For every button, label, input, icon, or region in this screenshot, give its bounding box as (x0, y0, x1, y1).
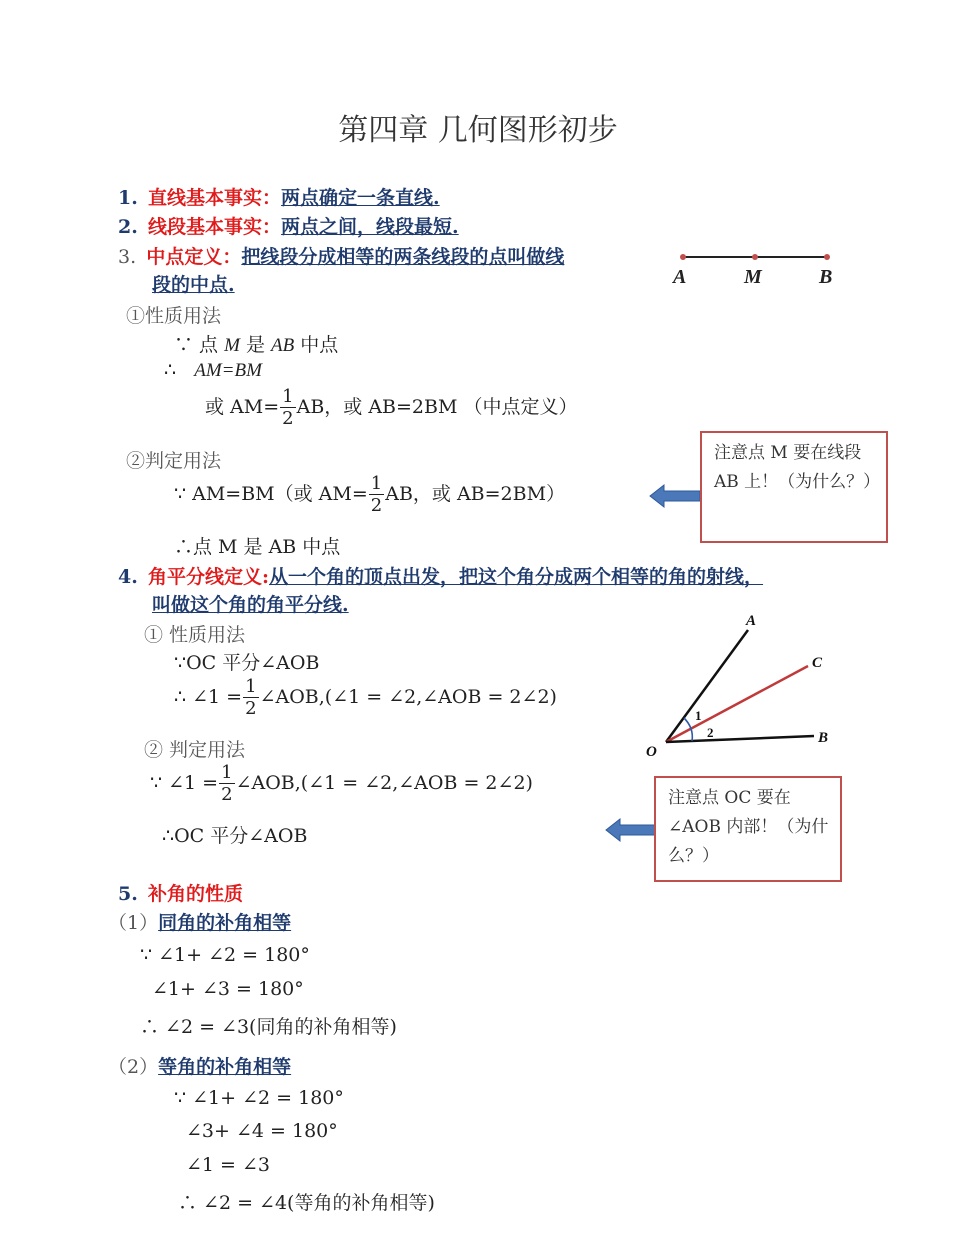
proof-line: ∵ AM=BM（或 AM= $\frac{1}{2}$ AB，或 AB=2BM） (174, 473, 566, 516)
proof-line: ∵ 点 M 是 AB 中点 (174, 334, 339, 356)
section-body-continued: 叫做这个角的角平分线. (152, 594, 349, 616)
section-body: 从一个角的顶点出发，把这个角分成两个相等的角的射线， (269, 566, 764, 588)
proof-line: ∵ ∠1 = $\frac{1}{2}$ ∠AOB,(∠1 = ∠2,∠AOB = 2∠2) (150, 762, 533, 805)
ray-oc (666, 666, 808, 742)
label-c: C (812, 655, 823, 671)
label-o: O (646, 744, 657, 760)
section-3 (118, 242, 564, 269)
label-a: A (746, 613, 757, 629)
section-body: 两点确定一条直线. (281, 187, 440, 209)
page-title: 第四章 几何图形初步 (338, 113, 618, 148)
section-number: 5. (118, 883, 138, 905)
proof-line: ∵ ∠1+ ∠2 = 180° (174, 1087, 344, 1109)
section-heading: 直线基本事实： (148, 187, 282, 209)
proof-line: ∴ ∠2 = ∠3(同角的补角相等) (140, 1016, 397, 1038)
section-body: 两点之间，线段最短. (281, 216, 459, 238)
ray-ob (666, 736, 814, 742)
angle-1-label: 1 (695, 708, 702, 723)
proof-line: ∴ ∠2 = ∠4(等角的补角相等) (178, 1192, 435, 1214)
subsection-title: 同角的补角相等 (158, 912, 292, 934)
judgement-usage-label: ②判定用法 (126, 450, 222, 472)
proof-line: ∴ ∠1 = $\frac{1}{2}$ ∠AOB,(∠1 = ∠2,∠AOB = 2∠2) (174, 676, 557, 719)
label-b: B (818, 730, 829, 746)
subsection-title: 等角的补角相等 (158, 1056, 292, 1078)
section-1 (118, 183, 440, 210)
section-number: 4. (118, 566, 138, 588)
note-box-bisector: 注意点 OC 要在∠AOB 内部！（为什么？） (654, 776, 842, 882)
proof-line: ∴点 M 是 AB 中点 (174, 536, 341, 558)
angle-2-label: 2 (707, 725, 714, 740)
proof-line: ∠1+ ∠3 = 180° (152, 978, 304, 1000)
proof-line: ∠1 = ∠3 (186, 1154, 271, 1176)
arrow-left-icon (604, 816, 658, 844)
point-b (824, 254, 830, 260)
property-usage-label: ①性质用法 (126, 305, 222, 327)
label-b: B (819, 266, 833, 288)
label-a: A (673, 266, 687, 288)
section-2 (118, 212, 459, 239)
proof-line: ∴ AM=BM (164, 359, 262, 381)
section-number: 2. (118, 216, 138, 238)
segment-figure (670, 245, 840, 290)
point-a (680, 254, 686, 260)
proof-line: ∵ ∠1+ ∠2 = 180° (140, 944, 310, 966)
note-box-midpoint: 注意点 M 要在线段 AB 上！（为什么？） (700, 431, 888, 543)
section-number: 3. (118, 246, 137, 268)
point-m (752, 254, 758, 260)
property-usage-label: ① 性质用法 (144, 624, 246, 646)
section-heading: 角平分线定义: (148, 566, 270, 588)
section-4 (118, 562, 763, 589)
section-heading: 补角的性质 (148, 883, 244, 905)
section-body: 把线段分成相等的两条线段的点叫做线 (241, 246, 565, 268)
proof-line: ∴OC 平分∠AOB (162, 825, 308, 847)
section-5 (118, 879, 243, 906)
proof-line: ∠3+ ∠4 = 180° (186, 1120, 338, 1142)
section-heading: 中点定义： (146, 246, 242, 268)
proof-line: ∵OC 平分∠AOB (174, 652, 320, 674)
angle-bisector-figure (640, 608, 840, 766)
section-number: 1. (118, 187, 138, 209)
judgement-usage-label: ② 判定用法 (144, 739, 246, 761)
subsection-1: （1）同角的补角相等 (108, 912, 292, 934)
section-heading: 线段基本事实： (148, 216, 282, 238)
label-m: M (744, 266, 762, 288)
arrow-left-icon (648, 482, 702, 510)
subsection-2: （2）等角的补角相等 (108, 1056, 292, 1078)
proof-line: 或 AM= $\frac{1}{2}$ AB，或 AB=2BM （中点定义） (205, 386, 578, 429)
section-body-continued: 段的中点. (152, 274, 235, 296)
